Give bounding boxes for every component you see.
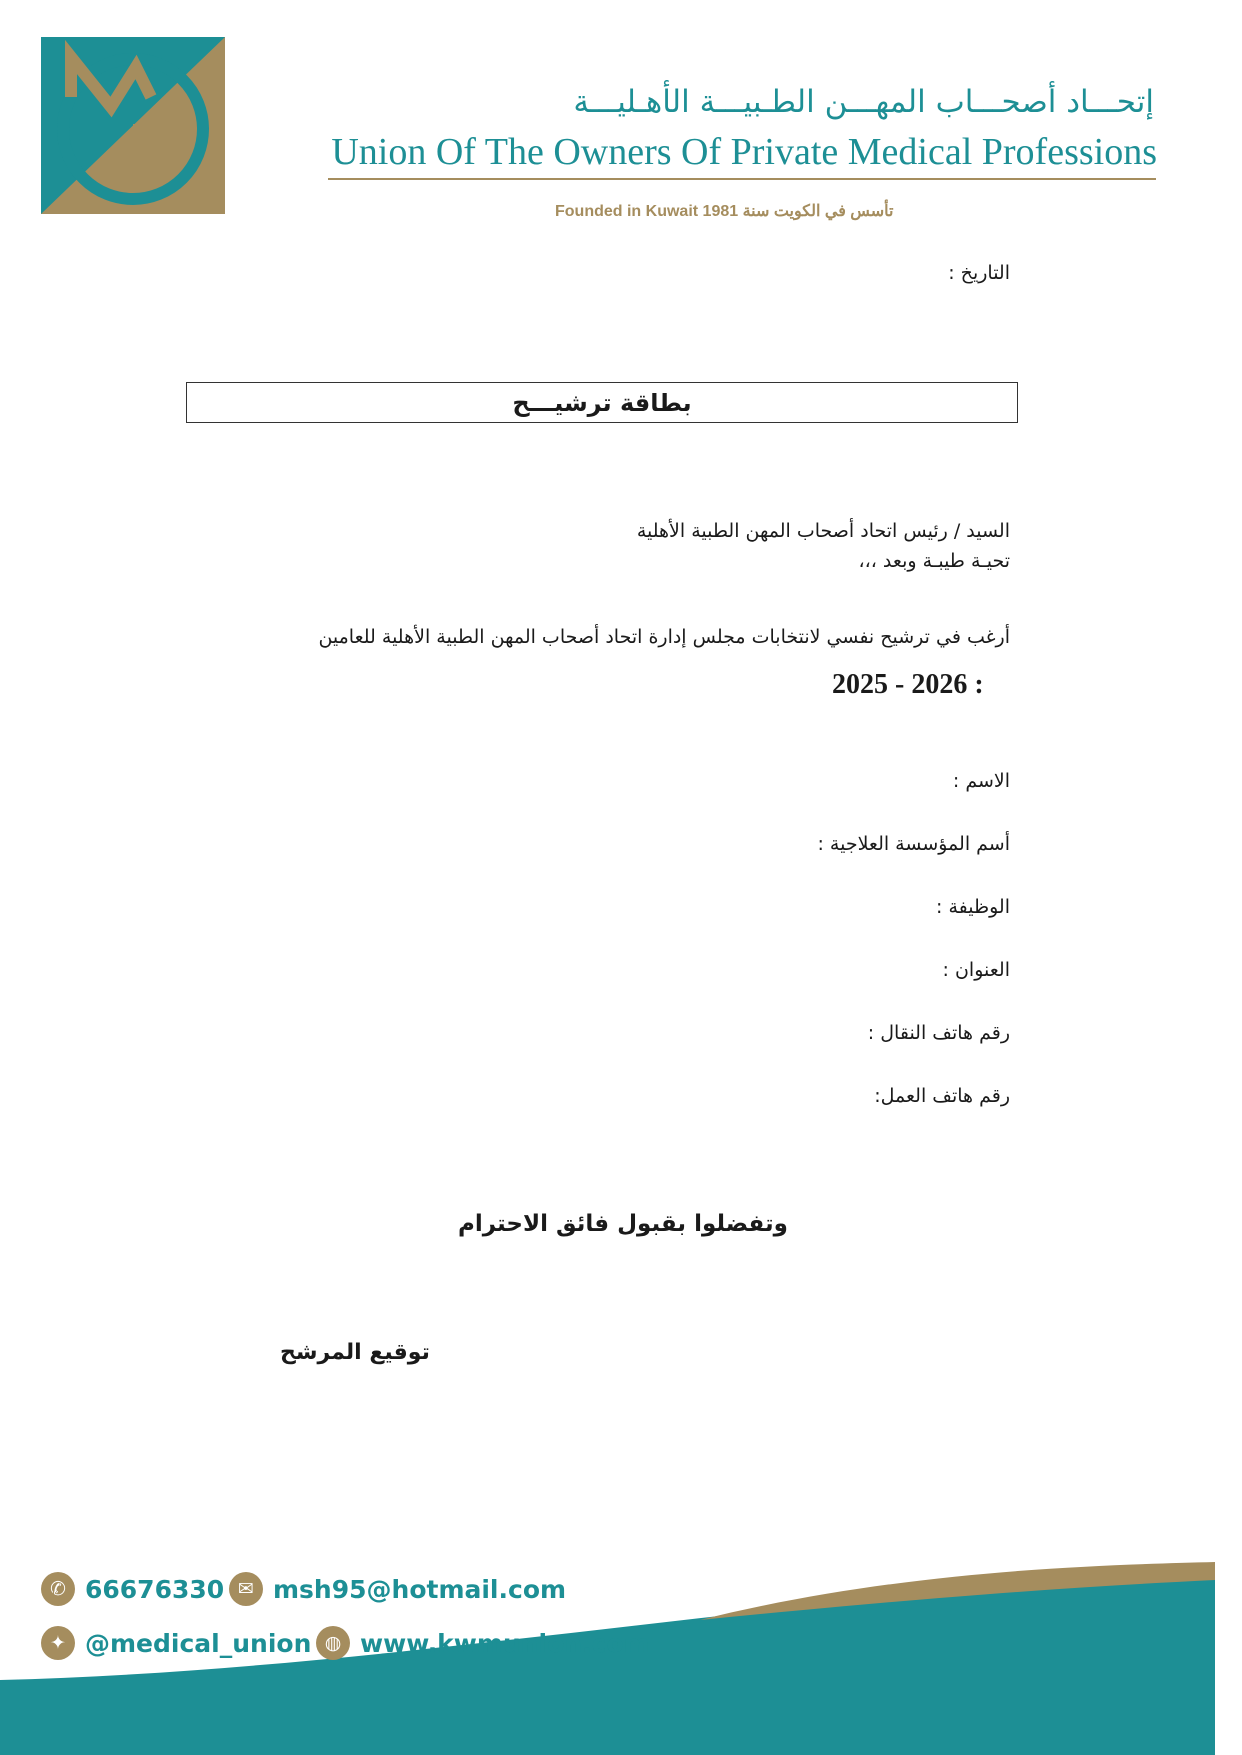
field-work-phone: رقم هاتف العمل:: [874, 1085, 1010, 1107]
phone-icon: ✆: [41, 1572, 75, 1606]
field-job: الوظيفة :: [936, 896, 1010, 918]
greeting: تحيـة طيبـة وبعد ،،،: [858, 550, 1010, 572]
contact-twitter: [41, 1626, 311, 1660]
salutation: السيد / رئيس اتحاد أصحاب المهن الطبية الأهلية: [636, 520, 1010, 542]
header-divider: [328, 178, 1156, 180]
contact-phone: [41, 1572, 224, 1606]
request-text: أرغب في ترشيح نفسي لانتخابات مجلس إدارة اتحاد أصحاب المهن الطبية الأهلية للعامين: [318, 626, 1010, 648]
twitter-icon: ✦: [41, 1626, 75, 1660]
signature-label: توقيع المرشح: [280, 1340, 430, 1365]
union-logo: [41, 37, 225, 214]
field-institution: أسم المؤسسة العلاجية :: [817, 833, 1010, 855]
founded-text: Founded in Kuwait 1981 تأسس في الكويت سنة: [555, 203, 894, 220]
website-url: www.kwmunion.com: [360, 1628, 650, 1658]
mail-icon: ✉: [229, 1572, 263, 1606]
contact-website: [316, 1626, 650, 1660]
twitter-handle: @medical_union: [85, 1628, 312, 1658]
field-name: الاسم :: [952, 770, 1010, 792]
phone-number: 66676330: [85, 1574, 225, 1604]
form-title: بطاقة ترشيـــح: [512, 388, 692, 417]
org-name-arabic: إتحـــاد أصحـــاب المهـــن الطـبيـــة الأهـليـــة: [573, 84, 1154, 120]
closing-text: وتفضلوا بقبول فائق الاحترام: [458, 1211, 788, 1237]
globe-icon: ◍: [316, 1626, 350, 1660]
email-address: msh95@hotmail.com: [273, 1574, 567, 1604]
field-address: العنوان :: [942, 959, 1010, 981]
field-mobile: رقم هاتف النقال :: [867, 1022, 1010, 1044]
contact-email: [229, 1572, 566, 1606]
years-text: 2025 - 2026 :: [832, 669, 984, 700]
org-name-english: Union Of The Owners Of Private Medical Professions: [331, 131, 1157, 173]
form-title-box: [186, 382, 1018, 423]
date-label: التاريخ :: [948, 262, 1010, 284]
